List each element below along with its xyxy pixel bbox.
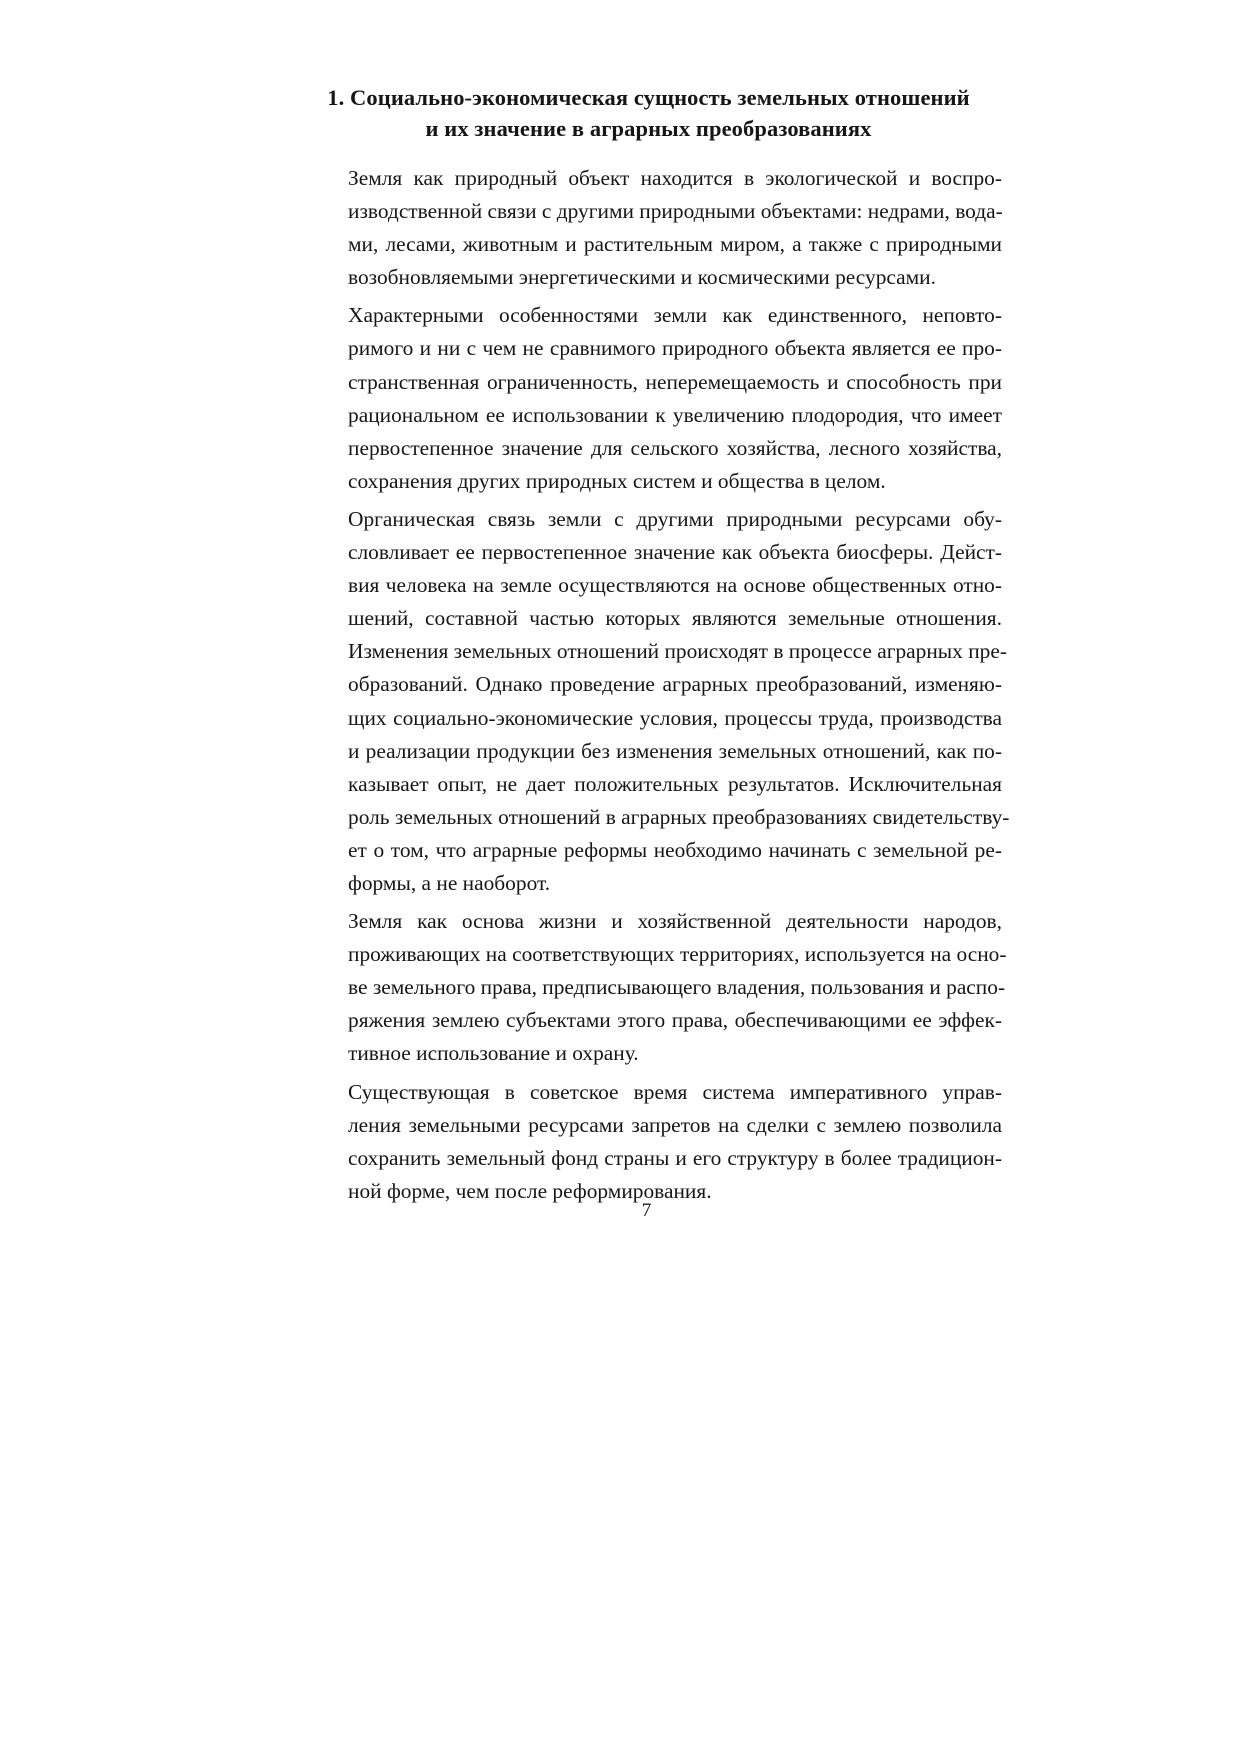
text-line: Характерными особенностями земли как единственного, неповто- [348, 303, 1002, 328]
text-line: сохранить земельный фонд страны и его структуру в более традицион- [348, 1145, 1002, 1170]
text-line: Изменения земельных отношений происходят в процессе аграрных пре- [348, 639, 1007, 664]
text-line: Земля как основа жизни и хозяйственной деятельности народов, [348, 909, 1002, 934]
text-line: ряжения землею субъектами этого права, обеспечивающими ее эффек- [348, 1008, 1002, 1033]
text-line: ми, лесами, животным и растительным миром, а также с природными [348, 232, 1002, 257]
text-line: вия человека на земле осуществляются на основе общественных отно- [348, 573, 1002, 598]
paragraph [295, 299, 1002, 498]
text-line: образований. Однако проведение аграрных преобразований, изменяю- [348, 672, 1002, 697]
text-line: формы, а не наоборот. [348, 870, 551, 895]
text-line: тивное использование и охрану. [348, 1041, 639, 1066]
text-line: ве земельного права, предписывающего владения, пользования и распо- [348, 975, 1006, 1000]
body-text [295, 162, 1010, 1208]
text-line: шений, составной частью которых являются земельные отношения. [348, 606, 1002, 631]
text-line: рациональном ее использовании к увеличению плодородия, что имеет [348, 402, 1002, 427]
text-line: возобновляемыми энергетическими и космическими ресурсами. [348, 265, 936, 290]
text-line: щих социально-экономические условия, процессы труда, производства [348, 705, 1002, 730]
paragraph [295, 1076, 1002, 1208]
text-line: роль земельных отношений в аграрных преобразованиях свидетельству- [348, 804, 1010, 829]
text-line: римого и ни с чем не сравнимого природного объекта является ее про- [348, 336, 1002, 361]
text-line: Органическая связь земли с другими природными ресурсами обу- [348, 506, 1002, 531]
text-line: ления земельными ресурсами запретов на сделки с землею позволила [348, 1112, 1002, 1137]
text-line: Существующая в советское время система императивного управ- [348, 1079, 1002, 1104]
page-number: 7 [641, 1200, 652, 1221]
text-line: ет о том, что аграрные реформы необходимо начинать с земельной ре- [348, 837, 1002, 862]
text-line: ной форме, чем после реформирования. [348, 1178, 712, 1203]
text-line: и реализации продукции без изменения земельных отношений, как по- [348, 738, 1002, 763]
heading-line: и их значение в аграрных преобразованиях [425, 116, 872, 141]
paragraph [295, 503, 1010, 900]
section-heading [295, 82, 1002, 144]
paragraph [295, 905, 1007, 1070]
text-line: Земля как природный объект находится в экологической и воспро- [348, 166, 1002, 190]
text-line: странственная ограниченность, неперемещаемость и способность при [348, 369, 1002, 394]
text-block [295, 82, 1010, 1213]
text-line: проживающих на соответствующих территориях, используется на осно- [348, 942, 1007, 967]
heading-line: 1. Социально-экономическая сущность земельных отношений [327, 85, 970, 110]
text-line: казывает опыт, не дает положительных результатов. Исключительная [348, 771, 1002, 796]
text-line: первостепенное значение для сельского хозяйства, лесного хозяйства, [348, 435, 1002, 460]
text-line: изводственной связи с другими природными объектами: недрами, вода- [348, 199, 1003, 224]
text-line: сохранения других природных систем и общества в целом. [348, 468, 886, 493]
paragraph [295, 162, 1002, 294]
text-line: словливает ее первостепенное значение как объекта биосферы. Дейст- [348, 540, 1002, 565]
